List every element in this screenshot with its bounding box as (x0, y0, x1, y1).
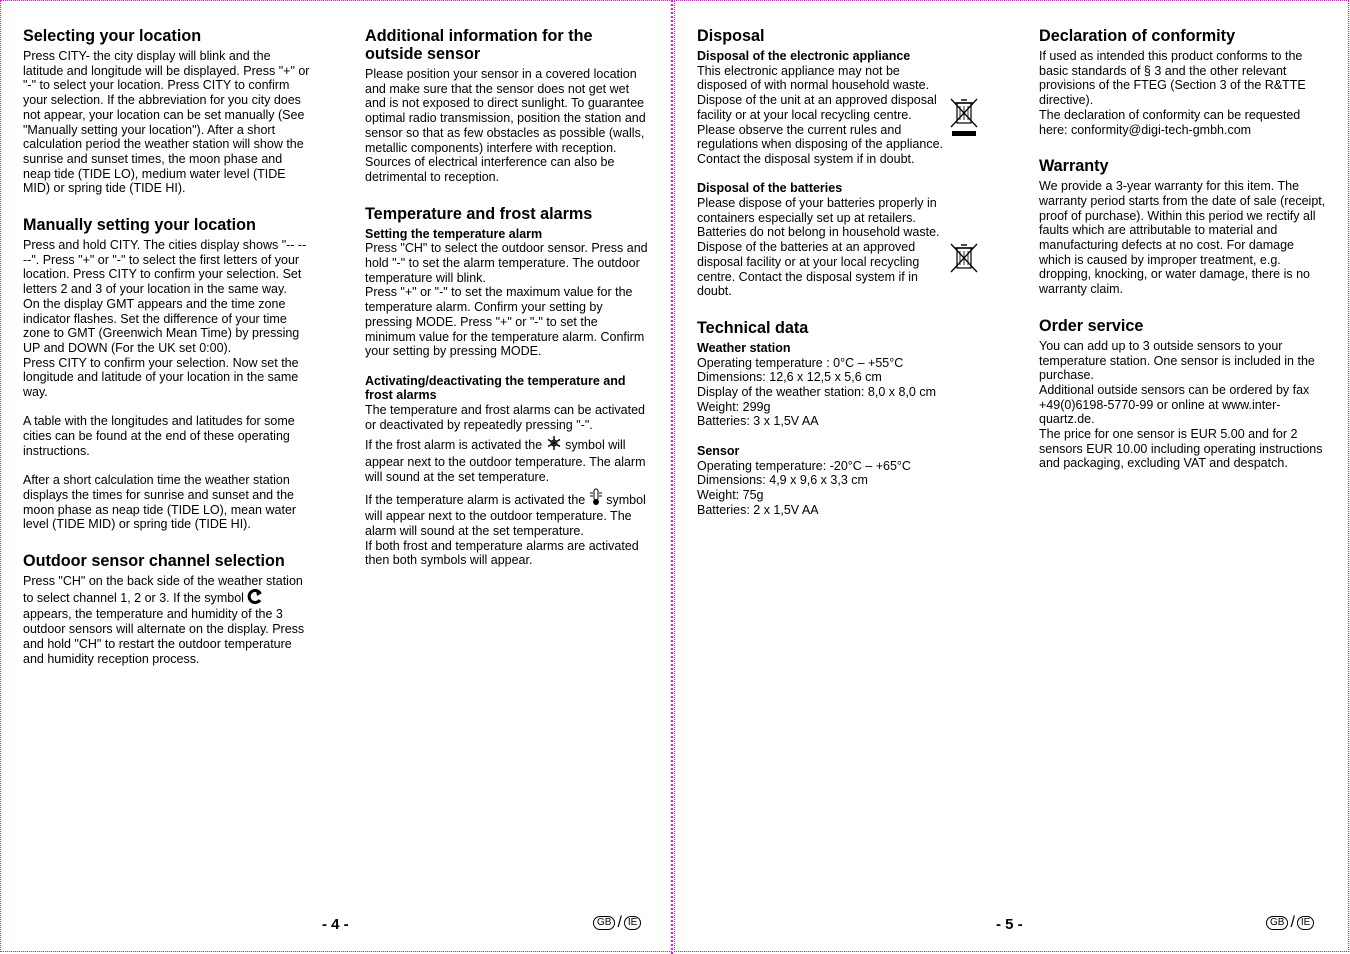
paragraph: Additional outside sensors can be ordered by fax +49(0)6198-5770-99 or online at www.inter-quartz.de. (1039, 382, 1310, 427)
lang-ie: IE (624, 916, 641, 930)
paragraph (365, 488, 651, 539)
text: symbol will appear next to the outdoor temperature. The alarm will sound at the set temperature. (365, 492, 646, 538)
section-title: Order service (1039, 316, 1144, 335)
section-disposal (697, 27, 947, 299)
crossed-bin-icon (949, 242, 981, 279)
right-page (674, 0, 1349, 952)
section-conformity (1039, 27, 1327, 137)
crossed-bin-icon (949, 97, 981, 144)
section-temp-frost-alarms (365, 205, 651, 568)
spec-line: Operating temperature: -20°C – +65°C (697, 458, 911, 473)
paragraph: We provide a 3-year warranty for this item. The warranty period starts from the date of sale (receipt, proof of purchase). Within this period we rectify all faults which are attributable to material and manufacturing defects at no cost. For damage which is caused by improper treatment, e.g. dropping, knocking, or water damage, there is no warranty claim. (1039, 179, 1326, 297)
paragraph (23, 574, 313, 666)
section-title: Manually setting your location (23, 216, 256, 235)
spec-line: Dimensions: 4,9 x 9,6 x 3,3 cm (697, 473, 868, 488)
text: Press "CH" on the back side of the weather station to select channel 1, 2 or 3. If the symbol (23, 574, 303, 605)
spec-line: Weight: 75g (697, 487, 764, 502)
paragraph: The declaration of conformity can be requested here: conformity@digi-tech-gmbh.com (1039, 107, 1301, 137)
paragraph: You can add up to 3 outside sensors to your temperature station. One sensor is included in the purchase. (1039, 338, 1315, 383)
paragraph: If used as intended this product conforms to the basic standards of § 3 and the other relevant provisions of the FTEG (Section 3 of the R&TTE directive). (1039, 49, 1306, 108)
paragraph: Press and hold CITY. The cities display shows "-- -- --". Press "+" or "-" to select the first letters of your location. Press CITY to confirm your selection. Set letters 2 and 3 of your location in the same way. (23, 238, 307, 297)
section-selecting-location (23, 27, 313, 196)
lang-gb: GB (593, 916, 615, 930)
paragraph: Press CITY to confirm your selection. Now set the longitude and latitude of your location in the same way. (23, 355, 299, 400)
section-warranty (1039, 157, 1327, 297)
section-title: Declaration of conformity (1039, 27, 1236, 45)
spec-line: Display of the weather station: 8,0 x 8,0 cm (697, 385, 937, 400)
section-title: Outdoor sensor channel selection (23, 552, 285, 571)
spec-line: Operating temperature : 0°C – +55°C (697, 355, 904, 370)
text: If the temperature alarm is activated the (365, 492, 586, 507)
subsection-title: Disposal of the electronic appliance (697, 49, 911, 63)
paragraph: If both frost and temperature alarms are activated then both symbols will appear. (365, 538, 639, 568)
section-title: Technical data (697, 318, 809, 337)
page-number: - 4 - (322, 916, 349, 933)
subsection-title: Activating/deactivating the temperature and frost alarms (365, 373, 626, 403)
section-technical-data (697, 319, 947, 517)
section-outside-sensor-info (365, 27, 651, 185)
section-manual-location (23, 216, 313, 532)
paragraph: This electronic appliance may not be disposed of with normal household waste. Dispose of the unit at an approved disposal facility or at your local recycling centre. Please observe the current rules and regulations when disposing of the appliance. Contact the disposal system if in doubt. (697, 63, 944, 166)
spec-line: Batteries: 3 x 1,5V AA (697, 414, 819, 429)
page-number: - 5 - (996, 916, 1023, 933)
text: If the frost alarm is activated the (365, 438, 543, 453)
text: appears, the temperature and humidity of the 3 outdoor sensors will alternate on the display. Press and hold "CH" to restart the outdoor temperature and humidity reception process. (23, 607, 305, 666)
spec-line: Weight: 299g (697, 399, 771, 414)
text: symbol will appear next to the outdoor temperature. The alarm will sound at the set temperature. (365, 438, 646, 484)
channel-cycle-icon (247, 589, 263, 608)
subsection-title: Weather station (697, 340, 791, 355)
paragraph: The price for one sensor is EUR 5.00 and for 2 sensors EUR 10.00 including operating instructions and packaging, excluding VAT and despatch. (1039, 427, 1323, 471)
section-body: Press CITY- the city display will blink and the latitude and longitude will be displayed. Press "+" or "-" to select your location. Press CITY to confirm your selection. If the abbreviation for you city does not appear, your location can be set manually (See "Manually setting your location"). After a short calculation period the weather station will show the sunrise and sunset times, the moon phase and neap tide (TIDE LO), medium water level (TIDE MID) or spring tide (TIDE HI). (23, 49, 310, 196)
right-column-1 (697, 27, 947, 537)
left-column-2 (365, 27, 651, 588)
language-badge: GB / IE (1266, 916, 1314, 930)
section-channel-selection (23, 552, 313, 666)
right-column-2 (1039, 27, 1327, 491)
paragraph: Please dispose of your batteries properly in containers especially set up at retailers. Batteries do not belong in household waste. Dispose of the batteries at an approved disposal facility or at your local recycling centre. Contact the disposal system if in doubt. (697, 196, 940, 299)
paragraph: After a short calculation time the weather station displays the times for sunrise and sunset and the moon phase as neap tide (TIDE LO), mean water level (TIDE MID) or spring tide (TIDE HI). (23, 473, 297, 532)
paragraph: Press "+" or "-" to set the maximum value for the temperature alarm. Confirm your setting by pressing MODE. Press "+" or "-" to set the minimum value for the temperature alarm. Confirm your setting by pressing MODE. (365, 285, 645, 359)
spec-line: Batteries: 2 x 1,5V AA (697, 502, 819, 517)
left-column-1 (23, 27, 313, 686)
section-title: Warranty (1039, 157, 1109, 176)
section-title: Disposal (697, 27, 765, 45)
paragraph: On the display GMT appears and the time zone indicator flashes. Set the difference of your time zone to GMT (Greenwich Mean Time) by pressing UP and DOWN (For the UK set 0:00). (23, 296, 300, 355)
paragraph: Press "CH" to select the outdoor sensor. Press and hold "-" to set the alarm temperature. The outdoor temperature will blink. (365, 241, 648, 285)
subsection-title: Setting the temperature alarm (365, 226, 543, 241)
frost-snowflake-icon (546, 435, 562, 455)
paragraph: A table with the longitudes and latitudes for some cities can be found at the end of these operating instructions. (23, 414, 295, 458)
language-badge: GB / IE (593, 916, 641, 930)
section-title: Selecting your location (23, 27, 202, 45)
spec-line: Dimensions: 12,6 x 12,5 x 5,6 cm (697, 370, 882, 385)
section-title: Temperature and frost alarms (365, 204, 593, 223)
subsection-title: Sensor (697, 443, 740, 458)
lang-ie: IE (1297, 916, 1314, 930)
paragraph: The temperature and frost alarms can be activated or deactivated by repeatedly pressing "-". (365, 403, 646, 432)
temperature-alarm-icon (589, 488, 603, 510)
lang-gb: GB (1266, 916, 1288, 930)
subsection-title: Disposal of the batteries (697, 181, 843, 196)
section-title: Additional information for the outside sensor (365, 27, 593, 63)
paragraph: Please position your sensor in a covered location and make sure that the sensor does not get wet and is not exposed to direct sunlight. To guarantee optimal radio transmission, position the station and sensor so that as few obstacles as possible (walls, metallic components) interfere with reception. (365, 67, 646, 155)
paragraph: Sources of electrical interference can also be detrimental to reception. (365, 155, 615, 184)
paragraph (365, 435, 651, 484)
section-order-service (1039, 317, 1327, 471)
left-page (0, 0, 672, 952)
